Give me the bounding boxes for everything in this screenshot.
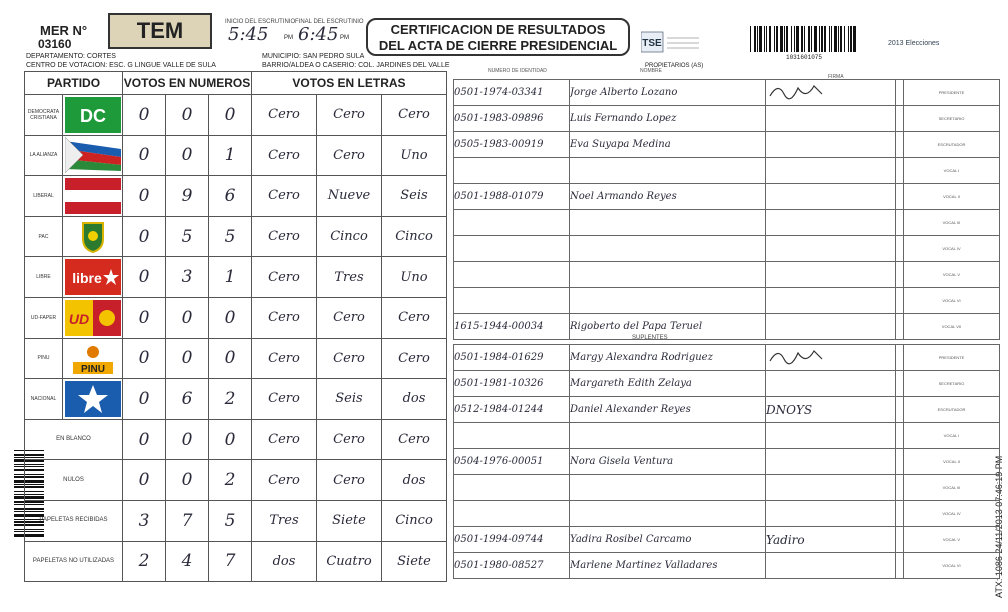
elecciones-logo: 2013 Elecciones <box>888 40 940 47</box>
vote-word: Cuatro <box>317 541 382 582</box>
signer-id: 0501-1984-01629 <box>454 345 570 371</box>
certificacion-title <box>366 18 630 56</box>
signer-firma <box>766 106 896 132</box>
signer-firma <box>766 184 896 210</box>
vote-word: Cero <box>252 338 317 379</box>
vote-digit: 0 <box>209 297 252 338</box>
hora-fin: 6:45 <box>298 24 339 45</box>
signer-row <box>454 262 1000 288</box>
signer-id <box>454 501 570 527</box>
signer-firma <box>766 449 896 475</box>
tse-text: TSE <box>642 38 662 49</box>
signer-name: Rigoberto del Papa Teruel <box>570 314 766 340</box>
mer-number: 03160 <box>38 37 72 51</box>
vote-digit: 4 <box>166 541 209 582</box>
party-name: PAPELETAS NO UTILIZADAS <box>25 541 123 582</box>
signer-id <box>454 423 570 449</box>
signer-role: VOCAL VII <box>904 314 1000 340</box>
liberal-flag-icon <box>63 176 123 217</box>
signer-row <box>454 236 1000 262</box>
suplentes-table <box>453 344 1000 579</box>
alianza-logo-icon <box>63 135 123 176</box>
vote-digit: 3 <box>166 257 209 298</box>
signer-firma <box>766 345 896 371</box>
vote-digit: 7 <box>209 541 252 582</box>
vote-word: Cero <box>382 338 447 379</box>
vote-word: Nueve <box>317 176 382 217</box>
hora-inicio: 5:45 <box>228 24 269 45</box>
vote-word: Cero <box>252 216 317 257</box>
vote-word: Seis <box>382 176 447 217</box>
vote-digit: 0 <box>123 338 166 379</box>
signer-firma <box>766 210 896 236</box>
col-nombre: NOMBRE <box>640 68 662 74</box>
vote-word: Uno <box>382 257 447 298</box>
vote-digit: 0 <box>123 135 166 176</box>
signer-role: VOCAL IV <box>904 501 1000 527</box>
signer-firma <box>766 132 896 158</box>
vote-word: Cinco <box>317 216 382 257</box>
signer-id <box>454 288 570 314</box>
signer-role: VOCAL I <box>904 158 1000 184</box>
signer-name: Yadira Rosibel Carcamo <box>570 527 766 553</box>
propietarios-label: PROPIETARIOS (AS) <box>645 63 704 69</box>
vote-digit: 7 <box>166 500 209 541</box>
signer-id <box>454 236 570 262</box>
vote-word: Cero <box>252 379 317 420</box>
signer-name: Nora Gisela Ventura <box>570 449 766 475</box>
signer-name: Jorge Alberto Lozano <box>570 80 766 106</box>
vote-digit: 0 <box>123 176 166 217</box>
signer-row <box>454 106 1000 132</box>
signer-role: PRESIDENTE <box>904 345 1000 371</box>
vote-digit: 5 <box>209 500 252 541</box>
vote-digit: 1 <box>209 257 252 298</box>
signer-name: Noel Armando Reyes <box>570 184 766 210</box>
vote-word: Cero <box>252 257 317 298</box>
signer-id: 0501-1988-01079 <box>454 184 570 210</box>
mer-label: MER N° <box>40 23 88 38</box>
vote-word: Tres <box>252 500 317 541</box>
vote-digit: 0 <box>123 460 166 501</box>
vote-word: dos <box>382 460 447 501</box>
signer-row <box>454 288 1000 314</box>
signer-id: 0501-1994-09744 <box>454 527 570 553</box>
pinu-logo-icon <box>63 338 123 379</box>
pinu-text: PINU <box>80 364 105 376</box>
vote-word: Cero <box>317 297 382 338</box>
signer-name: Marlene Martinez Valladares <box>570 553 766 579</box>
party-row <box>25 135 447 176</box>
signer-firma <box>766 527 896 553</box>
libre-logo-icon <box>63 257 123 298</box>
signer-firma <box>766 553 896 579</box>
signer-row <box>454 132 1000 158</box>
signer-role: VOCAL II <box>904 449 1000 475</box>
signature-text: DNOYS <box>766 402 813 417</box>
signer-id: 0501-1981-10326 <box>454 371 570 397</box>
cert-line-2: DEL ACTA DE CIERRE PRESIDENCIAL <box>378 38 618 53</box>
party-row <box>25 338 447 379</box>
signer-id: 0505-1983-00919 <box>454 132 570 158</box>
vote-digit: 0 <box>209 95 252 136</box>
signer-firma <box>766 236 896 262</box>
party-name: PAC <box>25 216 63 257</box>
signer-name <box>570 475 766 501</box>
signer-name <box>570 262 766 288</box>
signer-firma <box>766 371 896 397</box>
signer-role: VOCAL I <box>904 423 1000 449</box>
party-name: PINU <box>25 338 63 379</box>
vote-word: Siete <box>382 541 447 582</box>
party-row <box>25 500 447 541</box>
vote-digit: 0 <box>166 338 209 379</box>
party-row <box>25 297 447 338</box>
vote-digit: 2 <box>209 379 252 420</box>
signer-id <box>454 475 570 501</box>
pac-shield-icon <box>63 216 123 257</box>
signer-role: VOCAL III <box>904 475 1000 501</box>
signer-firma <box>766 262 896 288</box>
vote-digit: 0 <box>123 297 166 338</box>
vote-digit: 3 <box>123 500 166 541</box>
barcode-icon <box>750 26 858 60</box>
vote-word: dos <box>252 541 317 582</box>
party-name: NULOS <box>25 460 123 501</box>
vote-word: Cero <box>382 419 447 460</box>
vote-word: Cero <box>252 460 317 501</box>
suplentes-label: SUPLENTES <box>632 335 668 341</box>
vote-digit: 2 <box>123 541 166 582</box>
signer-firma <box>766 397 896 423</box>
vote-word: Cero <box>252 135 317 176</box>
signer-id: 0504-1976-00051 <box>454 449 570 475</box>
col-identidad: NUMERO DE IDENTIDAD <box>488 68 547 74</box>
pm-inicio: PM <box>284 35 293 41</box>
signer-row <box>454 475 1000 501</box>
signer-name <box>570 288 766 314</box>
signer-row <box>454 314 1000 340</box>
party-name: NACIONAL <box>25 379 63 420</box>
signer-name: Margy Alexandra Rodriguez <box>570 345 766 371</box>
signer-role: VOCAL V <box>904 262 1000 288</box>
pm-fin: PM <box>340 35 349 41</box>
signer-role: ESCRUTADOR <box>904 132 1000 158</box>
signer-name <box>570 210 766 236</box>
vote-word: Cero <box>382 297 447 338</box>
signer-role: SECRETARIO <box>904 106 1000 132</box>
signer-name <box>570 423 766 449</box>
signer-name: Daniel Alexander Reyes <box>570 397 766 423</box>
signer-id: 1615-1944-00034 <box>454 314 570 340</box>
signer-firma <box>766 80 896 106</box>
signer-row <box>454 553 1000 579</box>
final-label: FINAL DEL ESCRUTINIO <box>295 19 364 25</box>
vote-digit: 0 <box>123 419 166 460</box>
vote-digit: 0 <box>123 216 166 257</box>
vote-digit: 0 <box>166 419 209 460</box>
vote-digit: 2 <box>209 460 252 501</box>
signer-row <box>454 184 1000 210</box>
signer-row <box>454 423 1000 449</box>
signer-name <box>570 236 766 262</box>
vote-word: Cinco <box>382 500 447 541</box>
vote-digit: 1 <box>209 135 252 176</box>
party-row <box>25 216 447 257</box>
vote-word: Cero <box>317 135 382 176</box>
signer-role: VOCAL VI <box>904 288 1000 314</box>
vote-digit: 0 <box>123 95 166 136</box>
signer-role: VOCAL VI <box>904 553 1000 579</box>
signer-row <box>454 371 1000 397</box>
vote-digit: 0 <box>123 379 166 420</box>
barcode-number: 1031601075 <box>785 54 823 60</box>
signer-name: Margareth Edith Zelaya <box>570 371 766 397</box>
cert-line-1: CERTIFICACION DE RESULTADOS <box>390 22 606 37</box>
vote-digit: 0 <box>166 95 209 136</box>
vote-digit: 0 <box>166 460 209 501</box>
signer-firma <box>766 158 896 184</box>
signer-id: 0512-1984-01244 <box>454 397 570 423</box>
signature-icon <box>766 345 826 367</box>
signature-icon <box>766 80 826 102</box>
vote-word: Cero <box>317 338 382 379</box>
vote-digit: 0 <box>166 135 209 176</box>
signer-name <box>570 501 766 527</box>
party-row <box>25 460 447 501</box>
libre-text: libre <box>71 270 102 287</box>
party-name: EN BLANCO <box>25 419 123 460</box>
dc-logo-icon <box>63 95 123 136</box>
vote-digit: 0 <box>123 257 166 298</box>
side-stamp: ATX: 1086 24/11/2013 07:46:19 PM <box>994 455 1004 598</box>
signer-id: 0501-1974-03341 <box>454 80 570 106</box>
municipio: MUNICIPIO: SAN PEDRO SULA <box>262 53 365 60</box>
signer-row <box>454 397 1000 423</box>
vote-digit: 9 <box>166 176 209 217</box>
vote-word: Siete <box>317 500 382 541</box>
party-row <box>25 176 447 217</box>
tse-logo-icon <box>641 30 701 56</box>
nacional-star-icon <box>63 379 123 420</box>
ud-text: UD <box>68 310 89 327</box>
signer-row <box>454 80 1000 106</box>
vote-word: Cero <box>252 176 317 217</box>
vote-word: Tres <box>317 257 382 298</box>
signer-row <box>454 210 1000 236</box>
party-name: DEMOCRATA CRISTIANA <box>25 95 63 136</box>
col-votos-letras: VOTOS EN LETRAS <box>252 72 447 95</box>
col-partido: PARTIDO <box>25 72 123 95</box>
departamento: DEPARTAMENTO: CORTES <box>26 53 116 60</box>
tem-badge: TEM <box>108 13 212 49</box>
dc-text: DC <box>79 105 106 126</box>
signer-row <box>454 158 1000 184</box>
barrio: BARRIO/ALDEA O CASERIO: COL. JARDINES DEL VALLE <box>262 62 450 69</box>
party-row <box>25 257 447 298</box>
vote-word: Cero <box>252 419 317 460</box>
signer-role: VOCAL II <box>904 184 1000 210</box>
vote-digit: 0 <box>209 338 252 379</box>
signer-row <box>454 449 1000 475</box>
signer-name: Eva Suyapa Medina <box>570 132 766 158</box>
vote-word: Cero <box>252 297 317 338</box>
propietarios-table <box>453 79 1000 340</box>
vote-word: Seis <box>317 379 382 420</box>
signer-firma <box>766 501 896 527</box>
vote-digit: 6 <box>166 379 209 420</box>
inicio-label: INICIO DEL ESCRUTINIO <box>225 19 296 25</box>
vote-digit: 5 <box>166 216 209 257</box>
party-row <box>25 379 447 420</box>
signer-id: 0501-1983-09896 <box>454 106 570 132</box>
signer-row <box>454 345 1000 371</box>
signer-role: VOCAL III <box>904 210 1000 236</box>
party-name: LIBERAL <box>25 176 63 217</box>
signer-id <box>454 262 570 288</box>
signer-role: PRESIDENTE <box>904 80 1000 106</box>
signer-role: SECRETARIO <box>904 371 1000 397</box>
signer-row <box>454 501 1000 527</box>
vote-word: Cero <box>317 460 382 501</box>
vote-word: dos <box>382 379 447 420</box>
signer-firma <box>766 475 896 501</box>
signer-firma <box>766 423 896 449</box>
col-votos-numeros: VOTOS EN NUMEROS <box>123 72 252 95</box>
vote-word: Uno <box>382 135 447 176</box>
vote-word: Cero <box>252 95 317 136</box>
signature-text: Yadiro <box>766 532 805 547</box>
party-row <box>25 419 447 460</box>
party-name: LIBRE <box>25 257 63 298</box>
signer-role: VOCAL IV <box>904 236 1000 262</box>
signer-firma <box>766 314 896 340</box>
signer-firma <box>766 288 896 314</box>
party-name: UD-FAPER <box>25 297 63 338</box>
vote-digit: 0 <box>166 297 209 338</box>
vote-digit: 0 <box>209 419 252 460</box>
vote-word: Cinco <box>382 216 447 257</box>
vote-digit: 5 <box>209 216 252 257</box>
vote-word: Cero <box>317 419 382 460</box>
signer-role: VOCAL V <box>904 527 1000 553</box>
signer-id <box>454 158 570 184</box>
vote-word: Cero <box>317 95 382 136</box>
party-row <box>25 541 447 582</box>
votes-table <box>24 71 447 582</box>
signer-name: Luis Fernando Lopez <box>570 106 766 132</box>
party-row <box>25 95 447 136</box>
signer-id <box>454 210 570 236</box>
signer-row <box>454 527 1000 553</box>
signer-id: 0501-1980-08527 <box>454 553 570 579</box>
vote-word: Cero <box>382 95 447 136</box>
vote-digit: 6 <box>209 176 252 217</box>
ud-logo-icon <box>63 297 123 338</box>
party-name: PAPELETAS RECIBIDAS <box>25 500 123 541</box>
signer-role: ESCRUTADOR <box>904 397 1000 423</box>
centro-votacion: CENTRO DE VOTACION: ESC. G LINGUE VALLE DE SULA <box>26 62 216 69</box>
col-firma: FIRMA <box>828 74 844 80</box>
party-name: LA ALIANZA <box>25 135 63 176</box>
signer-name <box>570 158 766 184</box>
